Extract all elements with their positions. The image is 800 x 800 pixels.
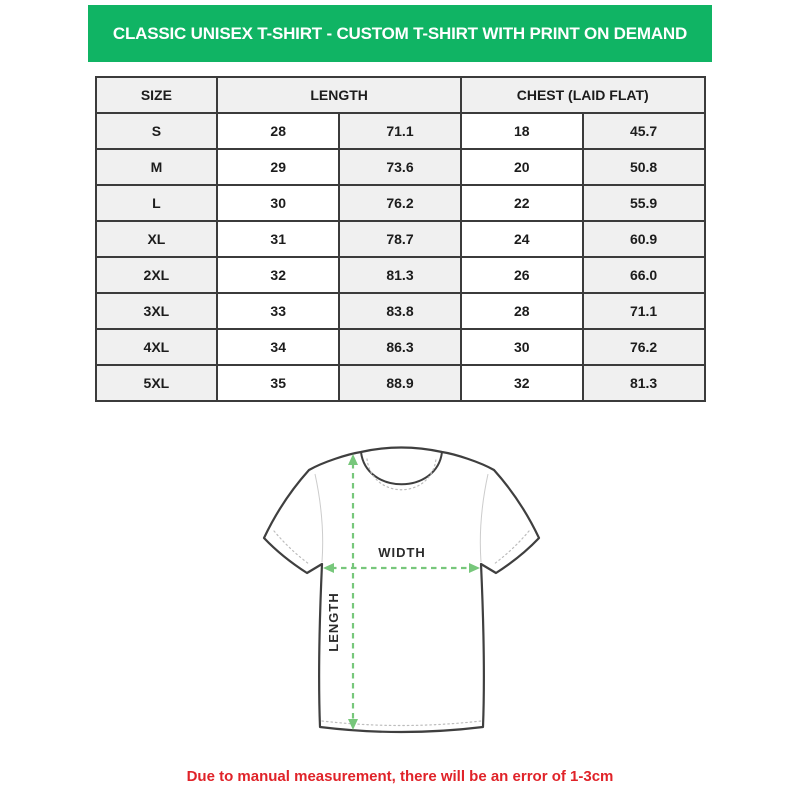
chest-cm-cell: 76.2: [583, 329, 705, 365]
length-inches-cell: 32: [217, 257, 339, 293]
col-header-size: SIZE: [96, 77, 218, 113]
size-table-body: [96, 113, 705, 401]
chest-cm-cell: 50.8: [583, 149, 705, 185]
length-inches-cell: 34: [217, 329, 339, 365]
size-cell: 5XL: [96, 365, 218, 401]
chest-cm-cell: 60.9: [583, 221, 705, 257]
size-chart-page: [0, 5, 800, 800]
length-cm-cell: 88.9: [339, 365, 461, 401]
length-inches-cell: 31: [217, 221, 339, 257]
length-inches-cell: 33: [217, 293, 339, 329]
chest-inches-cell: 20: [461, 149, 583, 185]
chest-cm-cell: 81.3: [583, 365, 705, 401]
chest-cm-cell: 71.1: [583, 293, 705, 329]
chest-inches-cell: 18: [461, 113, 583, 149]
col-header-chest: CHEST (LAID FLAT): [461, 77, 705, 113]
size-cell: M: [96, 149, 218, 185]
chest-inches-cell: 24: [461, 221, 583, 257]
measurement-disclaimer: Due to manual measurement, there will be an error of 1-3cm: [186, 768, 614, 785]
size-cell: 4XL: [96, 329, 218, 365]
table-row: [96, 113, 705, 149]
chest-cm-cell: 45.7: [583, 113, 705, 149]
chest-inches-cell: 32: [461, 365, 583, 401]
table-row: [96, 257, 705, 293]
size-table: [95, 76, 706, 402]
chest-cm-cell: 55.9: [583, 185, 705, 221]
tshirt-diagram-svg: [230, 430, 570, 760]
table-header-row: [96, 77, 705, 113]
chest-inches-cell: 28: [461, 293, 583, 329]
title-banner: [88, 5, 712, 62]
length-cm-cell: 83.8: [339, 293, 461, 329]
table-row: [96, 185, 705, 221]
length-inches-cell: 28: [217, 113, 339, 149]
table-row: [96, 149, 705, 185]
length-cm-cell: 76.2: [339, 185, 461, 221]
length-inches-cell: 35: [217, 365, 339, 401]
size-cell: XL: [96, 221, 218, 257]
size-cell: L: [96, 185, 218, 221]
size-cell: 2XL: [96, 257, 218, 293]
length-cm-cell: 78.7: [339, 221, 461, 257]
length-cm-cell: 86.3: [339, 329, 461, 365]
table-row: [96, 329, 705, 365]
size-cell: S: [96, 113, 218, 149]
width-label: WIDTH: [378, 545, 426, 560]
chest-cm-cell: 66.0: [583, 257, 705, 293]
table-row: [96, 365, 705, 401]
length-cm-cell: 71.1: [339, 113, 461, 149]
length-label: LENGTH: [326, 592, 341, 652]
table-row: [96, 221, 705, 257]
length-inches-cell: 29: [217, 149, 339, 185]
col-header-length: LENGTH: [217, 77, 461, 113]
chest-inches-cell: 22: [461, 185, 583, 221]
length-cm-cell: 81.3: [339, 257, 461, 293]
length-cm-cell: 73.6: [339, 149, 461, 185]
tshirt-measurement-diagram: [230, 430, 570, 760]
chest-inches-cell: 30: [461, 329, 583, 365]
chest-inches-cell: 26: [461, 257, 583, 293]
table-row: [96, 293, 705, 329]
page-title: CLASSIC UNISEX T-SHIRT - CUSTOM T-SHIRT WITH PRINT ON DEMAND: [112, 23, 688, 43]
size-cell: 3XL: [96, 293, 218, 329]
length-inches-cell: 30: [217, 185, 339, 221]
